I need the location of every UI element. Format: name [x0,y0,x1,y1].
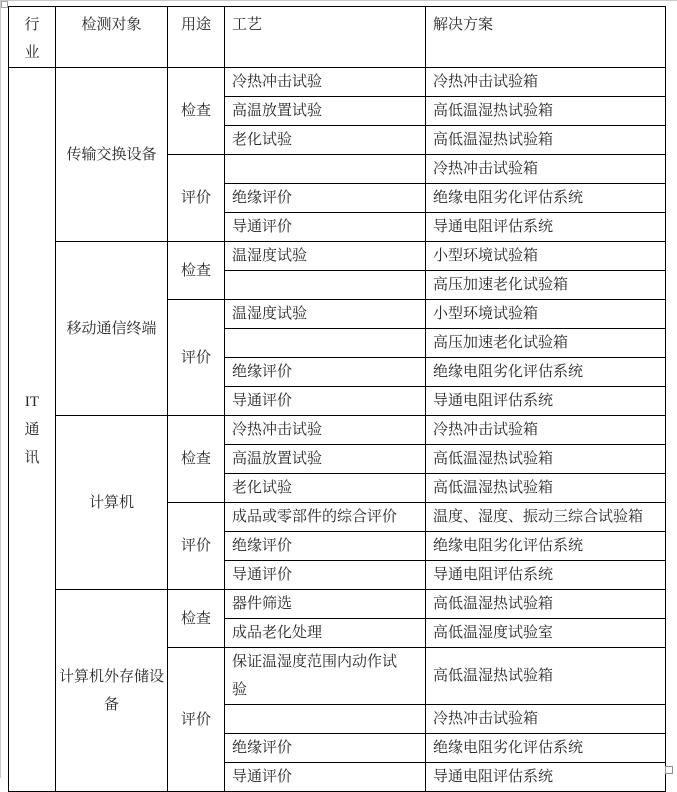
industry-label: IT通讯 [24,393,40,466]
process-cell: 导通评价 [225,387,426,416]
target-cell: 传输交换设备 [56,68,168,242]
table-move-handle-icon[interactable] [1,1,8,8]
process-cell: 老化试验 [225,126,426,155]
solution-cell: 温度、湿度、振动三综合试验箱 [426,503,666,532]
target-cell: 移动通信终端 [56,242,168,416]
process-cell: 保证温湿度范围内动作试验 [225,648,426,705]
process-cell: 导通评价 [225,763,426,792]
process-cell: 温湿度试验 [225,300,426,329]
solution-cell: 绝缘电阻劣化评估系统 [426,734,666,763]
usage-cell: 检查 [168,416,225,503]
solution-cell: 高低温湿热试验箱 [426,445,666,474]
usage-cell: 检查 [168,68,225,155]
process-cell: 高温放置试验 [225,97,426,126]
solution-cell: 导通电阻评估系统 [426,763,666,792]
process-cell: 器件筛选 [225,590,426,619]
usage-cell: 检查 [168,242,225,300]
header-process: 工艺 [225,7,426,68]
process-cell: 绝缘评价 [225,532,426,561]
process-cell: 绝缘评价 [225,184,426,213]
header-usage: 用途 [168,7,225,68]
solution-cell: 高低温湿热试验箱 [426,97,666,126]
header-industry [9,7,56,68]
solution-cell: 冷热冲击试验箱 [426,705,666,734]
header-row [9,7,666,68]
solution-cell: 高压加速老化试验箱 [426,329,666,358]
window-top-edge [0,0,677,1]
header-industry-label: 行业 [24,17,40,61]
solution-cell: 导通电阻评估系统 [426,561,666,590]
solution-cell: 高低温湿热试验箱 [426,474,666,503]
usage-cell: 评价 [168,300,225,416]
process-cell: 绝缘评价 [225,734,426,763]
process-cell: 冷热冲击试验 [225,68,426,97]
solution-cell: 高低温湿热试验箱 [426,126,666,155]
process-cell: 高温放置试验 [225,445,426,474]
header-solution: 解决方案 [426,7,666,68]
process-cell: 成品或零部件的综合评价 [225,503,426,532]
usage-cell: 评价 [168,155,225,242]
process-cell: 冷热冲击试验 [225,416,426,445]
table-row [9,590,666,619]
process-cell [225,155,426,184]
solution-cell: 高低温湿热试验箱 [426,590,666,619]
solution-cell: 高压加速老化试验箱 [426,271,666,300]
process-cell: 绝缘评价 [225,358,426,387]
usage-cell: 评价 [168,648,225,792]
solutions-table [8,6,666,792]
solution-cell: 导通电阻评估系统 [426,213,666,242]
target-cell: 计算机 [56,416,168,590]
process-cell: 温湿度试验 [225,242,426,271]
table-row [9,416,666,445]
process-cell [225,329,426,358]
process-cell: 导通评价 [225,561,426,590]
process-cell: 导通评价 [225,213,426,242]
industry-cell [9,68,56,792]
solution-cell: 冷热冲击试验箱 [426,68,666,97]
target-cell: 计算机外存储设备 [56,590,168,792]
solution-cell: 小型环境试验箱 [426,300,666,329]
solution-cell: 绝缘电阻劣化评估系统 [426,532,666,561]
solution-cell: 冷热冲击试验箱 [426,416,666,445]
solution-cell: 绝缘电阻劣化评估系统 [426,184,666,213]
usage-cell: 评价 [168,503,225,590]
table-resize-handle-icon[interactable] [665,766,673,774]
process-cell: 成品老化处理 [225,619,426,648]
process-cell [225,705,426,734]
table-row [9,68,666,97]
solution-cell: 导通电阻评估系统 [426,387,666,416]
solution-cell: 高低温湿度试验室 [426,619,666,648]
process-cell: 老化试验 [225,474,426,503]
table-row [9,242,666,271]
header-target: 检测对象 [56,7,168,68]
window-left-edge [0,0,1,778]
process-cell [225,271,426,300]
solution-cell: 冷热冲击试验箱 [426,155,666,184]
solution-cell: 高低温湿热试验箱 [426,648,666,705]
solution-cell: 绝缘电阻劣化评估系统 [426,358,666,387]
usage-cell: 检查 [168,590,225,648]
solution-cell: 小型环境试验箱 [426,242,666,271]
